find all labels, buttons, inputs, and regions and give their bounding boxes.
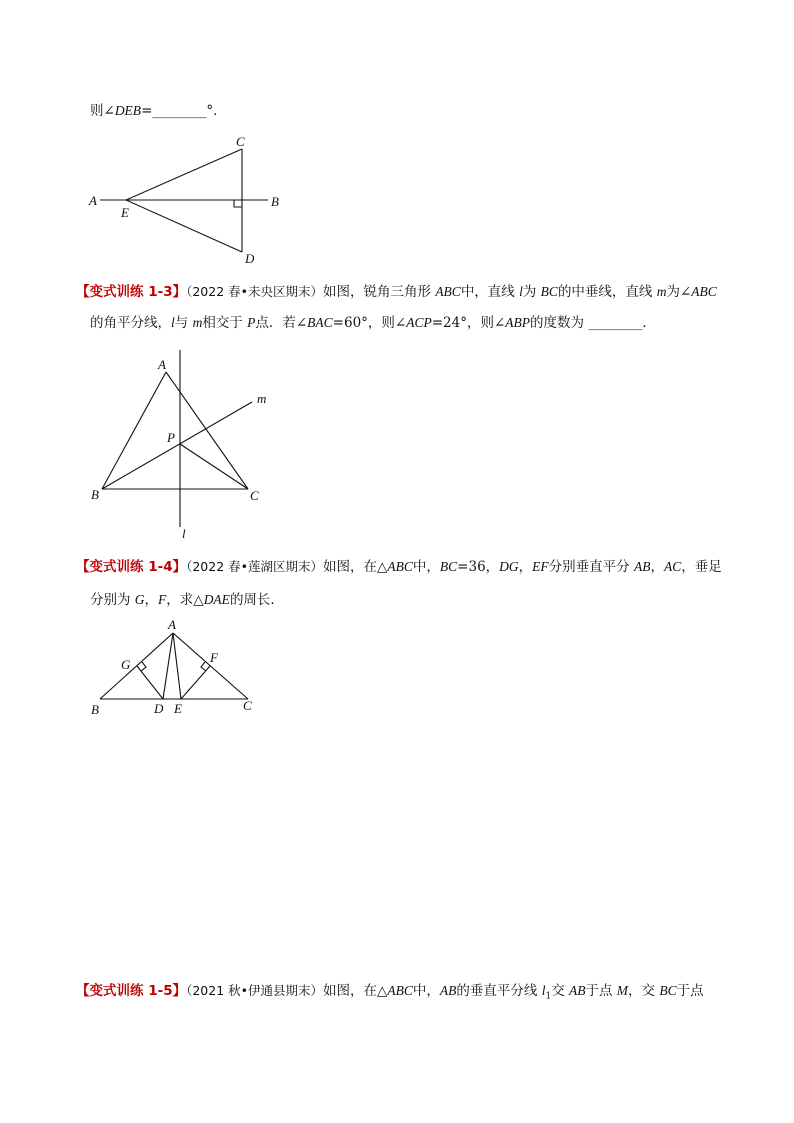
math: BC	[659, 983, 677, 998]
math: F	[158, 592, 167, 607]
text: 中，	[412, 983, 440, 999]
math: l	[519, 284, 523, 299]
text: ，求△	[166, 592, 204, 608]
segment-ac	[173, 633, 248, 699]
text: 与	[174, 315, 193, 331]
math: EF	[532, 559, 549, 574]
math: l	[171, 315, 175, 330]
math: AB	[439, 983, 457, 998]
label-c: C	[250, 488, 259, 503]
question-1-5-line-1	[76, 981, 704, 1007]
text: 的中垂线，直线	[557, 284, 657, 300]
math: DG	[499, 559, 519, 574]
right-angle-mark-g	[141, 662, 146, 671]
angle-name: DEB	[114, 103, 142, 118]
text: 分别垂直平分	[548, 559, 634, 575]
text: 于点	[585, 983, 617, 999]
math: AB	[569, 983, 586, 998]
label-a: A	[158, 357, 166, 372]
text: 的度数为	[530, 315, 589, 331]
text: 相交于	[202, 315, 248, 331]
label-e: E	[121, 205, 129, 220]
math: BC	[540, 284, 558, 299]
answer-blank: ________	[152, 103, 207, 119]
text: 如图，在△	[323, 559, 388, 575]
text: 为	[522, 284, 541, 300]
math: m	[656, 284, 667, 299]
math: ABC	[691, 284, 717, 299]
segment-gd	[137, 666, 163, 699]
text: ．	[642, 315, 656, 331]
math: ABP	[505, 315, 531, 330]
segment-ae	[173, 633, 181, 699]
math: BC	[439, 559, 458, 574]
label-a: A	[89, 193, 97, 208]
label-a: A	[168, 617, 176, 632]
text: 如图，在△	[323, 983, 388, 999]
math: ABC	[435, 284, 461, 299]
question-source: （2022 春•未央区期末）	[186, 284, 324, 299]
text: 的垂直平分线	[456, 983, 542, 999]
text: =	[141, 103, 153, 119]
text: ，交	[628, 983, 660, 999]
text: =24°，则∠	[431, 315, 506, 331]
label-p: P	[167, 430, 175, 445]
math: DAE	[203, 592, 230, 607]
text: 于点	[676, 983, 704, 999]
label-g: G	[121, 657, 131, 672]
text: ，	[144, 592, 159, 608]
math: m	[192, 315, 203, 330]
text: ，	[650, 559, 664, 575]
text: 点．若∠	[255, 315, 308, 331]
segment-ad	[163, 633, 173, 699]
math: AC	[663, 559, 682, 574]
label-m: m	[257, 391, 267, 406]
label-c: C	[236, 134, 245, 149]
label-d: D	[245, 251, 255, 266]
label-f: F	[210, 650, 218, 665]
subscript: 1	[545, 991, 552, 1002]
math: ABC	[387, 559, 413, 574]
math: G	[134, 592, 145, 607]
text: 则∠	[90, 103, 115, 119]
label-b: B	[91, 487, 99, 502]
text: 的周长．	[229, 592, 284, 608]
math: ACP	[406, 315, 432, 330]
text: 中，直线	[460, 284, 520, 300]
text: 的角平分线，	[90, 315, 171, 331]
label-b: B	[271, 194, 279, 209]
segment-ab	[100, 633, 173, 699]
right-angle-mark-f	[201, 662, 206, 671]
label-l: l	[182, 526, 186, 541]
question-source: （2021 秋•伊通县期末）	[186, 983, 324, 998]
math: ABC	[387, 983, 413, 998]
text: ，	[518, 559, 533, 575]
text: 为∠	[666, 284, 692, 300]
question-tag: 【变式训练 1-5】	[76, 983, 187, 999]
math: BAC	[307, 315, 333, 330]
text: 分别为	[90, 592, 135, 608]
text: ，垂足	[681, 559, 722, 575]
label-e: E	[174, 701, 182, 716]
label-b: B	[91, 702, 99, 717]
text: 交	[551, 983, 569, 999]
math: l	[541, 983, 546, 998]
math: AB	[633, 559, 651, 574]
text: =36，	[457, 559, 500, 575]
label-c: C	[243, 698, 252, 713]
question-tag: 【变式训练 1-3】	[76, 284, 187, 300]
text: 如图，锐角三角形	[323, 284, 436, 300]
text: =60°，则∠	[332, 315, 407, 331]
math: P	[247, 315, 256, 330]
answer-blank: ________	[588, 315, 643, 331]
text: °．	[206, 103, 227, 119]
math: M	[616, 983, 629, 998]
question-tag: 【变式训练 1-4】	[76, 559, 187, 575]
question-source: （2022 春•莲湖区期末）	[186, 559, 324, 574]
label-d: D	[154, 701, 164, 716]
text: 中，	[412, 559, 440, 575]
